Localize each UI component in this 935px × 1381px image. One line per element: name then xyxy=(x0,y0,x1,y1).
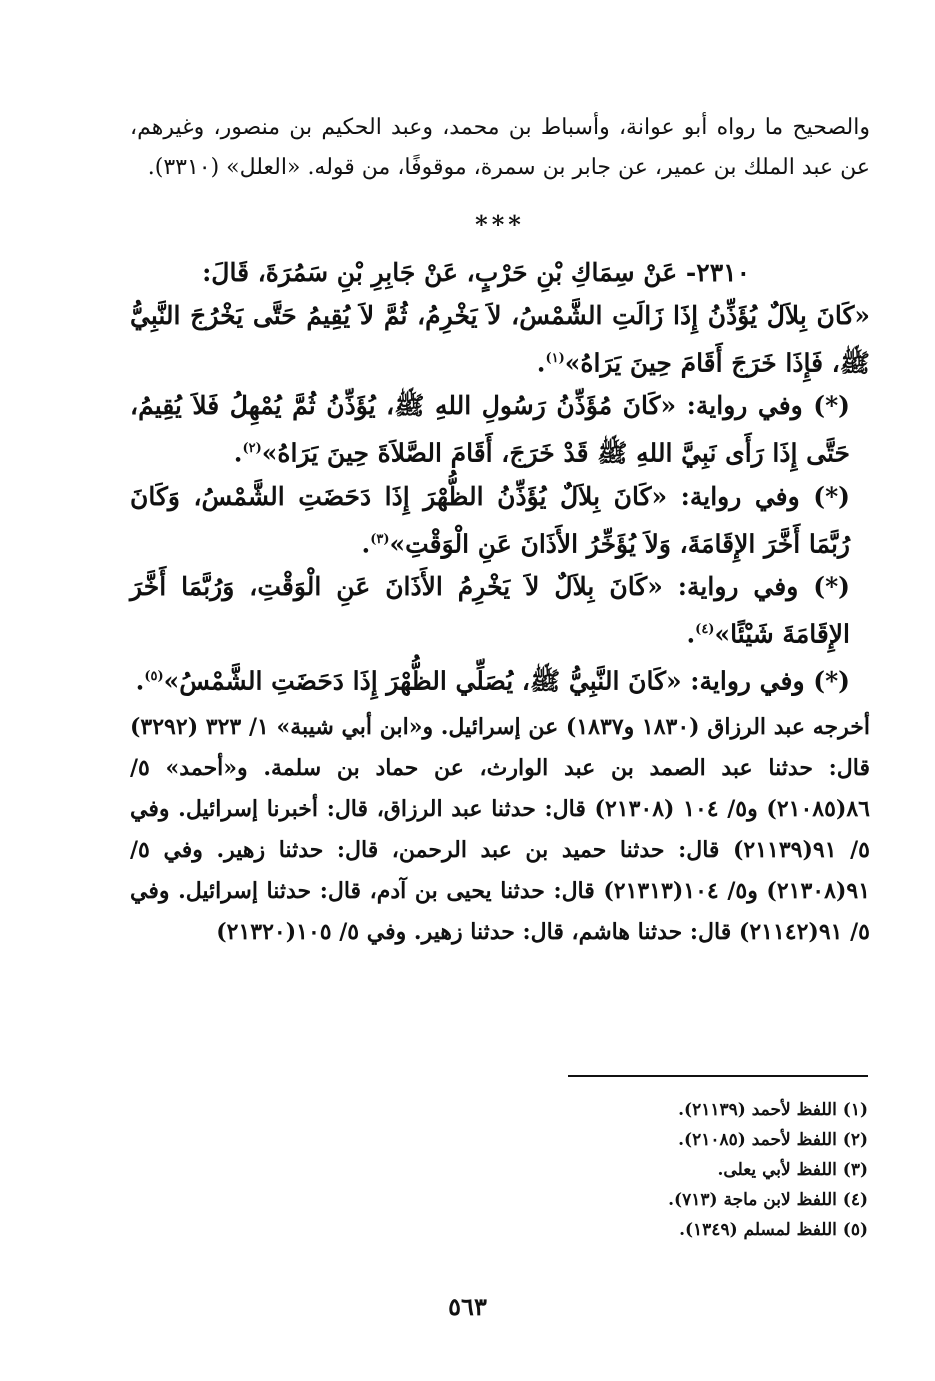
footnotes xyxy=(368,1095,868,1245)
hadith-header: ٢٣١٠- عَنْ سِمَاكِ بْنِ حَرْبٍ، عَنْ جَابِرِ بْنِ سَمُرَةَ، قَالَ: xyxy=(202,258,750,287)
hadith-block xyxy=(130,251,870,703)
variant-end: . xyxy=(233,438,243,468)
variant-text: وفي رواية: «كَانَ بِلاَلٌ لاَ يَخْرِمُ الأَذَانَ عَنِ الْوَقْتِ، وَرُبَّمَا أَخَّرَ الإِقَامَةَ شَيْئًا» xyxy=(130,571,850,649)
hadith-variant xyxy=(130,475,870,565)
footnote-ref: (١) xyxy=(545,351,565,366)
takhrij-paragraph: أخرجه عبد الرزاق (١٨٣٠ و١٨٣٧) عن إسرائيل. و«ابن أبي شيبة» ١/ ٣٢٣ (٣٢٩٢) قال: حدثنا عبد الصمد بن عبد الوارث، عن حماد بن سلمة. و«أحمد» ٥/ ٨٦(٢١٠٨٥) و٥/ ١٠٤ (٢١٣٠٨) قال: حدثنا عبد الرزاق، قال: أخبرنا إسرائيل. وفي ٥/ ٩١(٢١١٣٩) قال: حدثنا حميد بن عبد الرحمن، قال: حدثنا زهير. وفي ٥/ ٩١(٢١٣٠٨) و٥/ ١٠٤(٢١٣١٣) قال: حدثنا يحيى بن آدم، قال: حدثنا إسرائيل. وفي ٥/ ٩١(٢١١٤٢) قال: حدثنا هاشم، قال: حدثنا زهير. وفي ٥/ ١٠٥(٢١٣٢٠) xyxy=(130,713,871,945)
variant-end: . xyxy=(135,666,145,696)
section-separator: *** xyxy=(475,210,525,239)
footnote: (٤) اللفظ لابن ماجة (٧١٣). xyxy=(668,1190,868,1210)
footnote: (٥) اللفظ لمسلم (١٣٤٩). xyxy=(679,1220,868,1240)
variant-text: وفي رواية: «كَانَ بِلاَلٌ يُؤَذِّنُ الظُّهْرَ إِذَا دَحَضَتِ الشَّمْسُ، وَكَانَ رُبَّمَا أَخَّرَ الإِقَامَةَ، وَلاَ يُؤَخِّرُ الأَذَانَ عَنِ الْوَقْتِ» xyxy=(130,481,850,558)
footnote-ref: (٣) xyxy=(370,531,390,547)
hadith-main-end: . xyxy=(536,348,546,378)
hadith-main-text xyxy=(130,294,870,384)
footnote-separator xyxy=(568,1075,868,1077)
variant-end: . xyxy=(686,619,696,649)
footnote-ref: (٥) xyxy=(144,669,164,685)
footnote-ref: (٤) xyxy=(695,621,715,637)
page-number: ٥٦٣ xyxy=(448,1292,487,1321)
variant-marker: (*) xyxy=(813,391,850,421)
page-body xyxy=(130,108,870,953)
variant-marker: (*) xyxy=(813,666,850,696)
hadith-variant xyxy=(130,655,870,702)
variant-marker: (*) xyxy=(813,481,850,511)
variant-text: وفي رواية: «كَانَ مُؤَذِّنُ رَسُولِ اللهِ ﷺ، يُؤَذِّنُ ثُمَّ يُمْهِلُ فَلاَ يُقِيمُ، حَتَّى إِذَا رَأَى نَبِيَّ اللهِ ﷺ قَدْ خَرَجَ، أَقَامَ الصَّلاَةَ حِينَ يَرَاهُ» xyxy=(130,391,850,468)
variant-marker: (*) xyxy=(813,571,850,601)
intro-paragraph: والصحيح ما رواه أبو عوانة، وأسباط بن محمد، وعبد الحكيم بن منصور، وغيرهم، عن عبد الملك بن عمير، عن جابر بن سمرة، موقوفًا، من قوله. «العلل» (٣٣١٠). xyxy=(130,115,870,180)
footnote-ref: (٢) xyxy=(242,441,262,457)
hadith-main-body: «كَانَ بِلاَلٌ يُؤَذِّنُ إِذَا زَالَتِ الشَّمْسُ، لاَ يَخْرِمُ، ثُمَّ لاَ يُقِيمُ حَتَّى يَخْرُجَ النَّبِيُّ ﷺ، فَإِذَا خَرَجَ أَقَامَ حِينَ يَرَاهُ» xyxy=(130,301,870,378)
footnote: (١) اللفظ لأحمد (٢١١٣٩). xyxy=(678,1100,868,1120)
footnote: (٢) اللفظ لأحمد (٢١٠٨٥). xyxy=(678,1130,868,1150)
hadith-variant xyxy=(130,565,870,655)
variant-text: وفي رواية: «كَانَ النَّبِيُّ ﷺ، يُصَلِّي الظُّهْرَ إِذَا دَحَضَتِ الشَّمْسُ» xyxy=(163,666,805,696)
hadith-variant xyxy=(130,384,870,474)
footnote: (٣) اللفظ لأبي يعلى. xyxy=(717,1160,868,1180)
variant-end: . xyxy=(361,528,371,558)
